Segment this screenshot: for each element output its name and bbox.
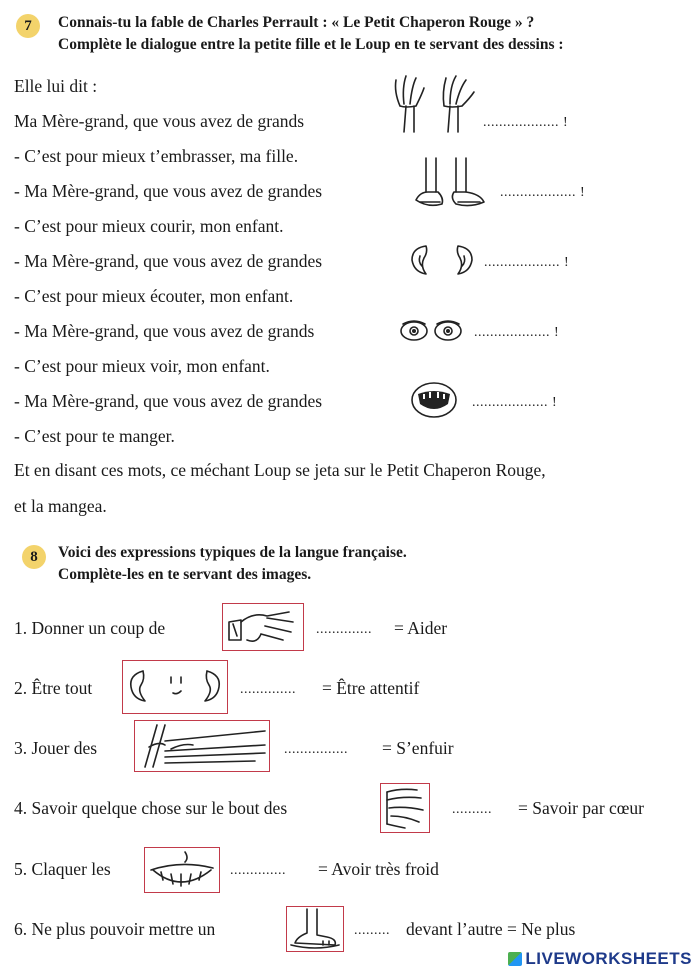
- dialogue-intro: Elle lui dit :: [14, 76, 98, 96]
- expression-1-frame: [222, 603, 304, 651]
- expression-4-blank[interactable]: ..........: [452, 802, 492, 817]
- dialogue-ending-2: et la mangea.: [14, 496, 107, 516]
- legs-icon: [410, 156, 490, 210]
- dialogue-line-2: - C’est pour mieux t’embrasser, ma fille.: [14, 146, 299, 166]
- fingers-icon: [381, 784, 429, 832]
- dialogue-line-4: - C’est pour mieux courir, mon enfant.: [14, 216, 284, 236]
- expression-2-frame: [122, 660, 228, 714]
- expression-5-blank[interactable]: ..............: [230, 863, 286, 878]
- blank-3[interactable]: ................... !: [484, 255, 570, 270]
- blank-5[interactable]: ................... !: [472, 395, 558, 410]
- blank-1[interactable]: ................... !: [483, 115, 569, 130]
- blank-2[interactable]: ................... !: [500, 185, 586, 200]
- exercise-8-instruction-2: Complète-les en te servant des images.: [58, 566, 312, 583]
- foot-icon: [287, 907, 343, 951]
- dialogue-line-9: - Ma Mère-grand, que vous avez de grandes: [14, 391, 323, 411]
- dialogue-ending-1: Et en disant ces mots, ce méchant Loup se jeta sur le Petit Chaperon Rouge,: [14, 460, 546, 480]
- expression-6-frame: [286, 906, 344, 952]
- dialogue-line-8: - C’est pour mieux voir, mon enfant.: [14, 356, 270, 376]
- exercise-7-instruction-2: Complète le dialogue entre la petite fille et le Loup en te servant des dessins :: [58, 36, 564, 53]
- teeth-mouth-icon: [145, 848, 219, 892]
- blank-4[interactable]: ................... !: [474, 325, 560, 340]
- arms-icon: [390, 72, 482, 134]
- exercise-8-badge: 8: [22, 545, 46, 569]
- expression-2-blank[interactable]: ..............: [240, 682, 296, 697]
- dialogue-line-5: - Ma Mère-grand, que vous avez de grandes: [14, 251, 323, 271]
- expression-5-text: 5. Claquer les: [14, 859, 111, 879]
- expression-1-blank[interactable]: ..............: [316, 622, 372, 637]
- dialogue-line-10: - C’est pour te manger.: [14, 426, 175, 446]
- ears-face-icon: [123, 661, 227, 713]
- dialogue-line-6: - C’est pour mieux écouter, mon enfant.: [14, 286, 294, 306]
- expression-6-meaning: devant l’autre = Ne plus: [406, 919, 576, 939]
- expression-4-meaning: = Savoir par cœur: [518, 798, 645, 818]
- expression-3-blank[interactable]: ................: [284, 742, 348, 757]
- expression-5-frame: [144, 847, 220, 893]
- exercise-7-instruction-1: Connais-tu la fable de Charles Perrault : « Le Petit Chaperon Rouge » ?: [58, 14, 535, 31]
- liveworksheets-logo-icon: [508, 952, 522, 966]
- liveworksheets-logo: [508, 949, 692, 969]
- expression-5-meaning: = Avoir très froid: [318, 859, 439, 879]
- expression-6-text: 6. Ne plus pouvoir mettre un: [14, 919, 216, 939]
- teeth-icon: [408, 380, 460, 420]
- dialogue-line-7: - Ma Mère-grand, que vous avez de grands: [14, 321, 315, 341]
- dialogue-line-1: Ma Mère-grand, que vous avez de grands: [14, 111, 305, 131]
- expression-6-blank[interactable]: .........: [354, 923, 390, 938]
- legs-running-icon: [135, 721, 269, 771]
- expression-2-meaning: = Être attentif: [322, 678, 420, 698]
- liveworksheets-logo-text: LIVEWORKSHEETS: [525, 949, 692, 968]
- expression-3-text: 3. Jouer des: [14, 738, 98, 758]
- expression-4-text: 4. Savoir quelque chose sur le bout des: [14, 798, 288, 818]
- expression-4-frame: [380, 783, 430, 833]
- dialogue-line-3: - Ma Mère-grand, que vous avez de grandes: [14, 181, 323, 201]
- expression-1-meaning: = Aider: [394, 618, 448, 638]
- eyes-icon: [398, 318, 464, 342]
- expression-3-meaning: = S’enfuir: [382, 738, 454, 758]
- exercise-7-badge: 7: [16, 14, 40, 38]
- hand-icon: [223, 604, 303, 650]
- expression-2-text: 2. Être tout: [14, 678, 93, 698]
- ears-icon: [408, 242, 478, 278]
- exercise-8-instruction-1: Voici des expressions typiques de la langue française.: [58, 544, 407, 561]
- expression-1-text: 1. Donner un coup de: [14, 618, 166, 638]
- expression-3-frame: [134, 720, 270, 772]
